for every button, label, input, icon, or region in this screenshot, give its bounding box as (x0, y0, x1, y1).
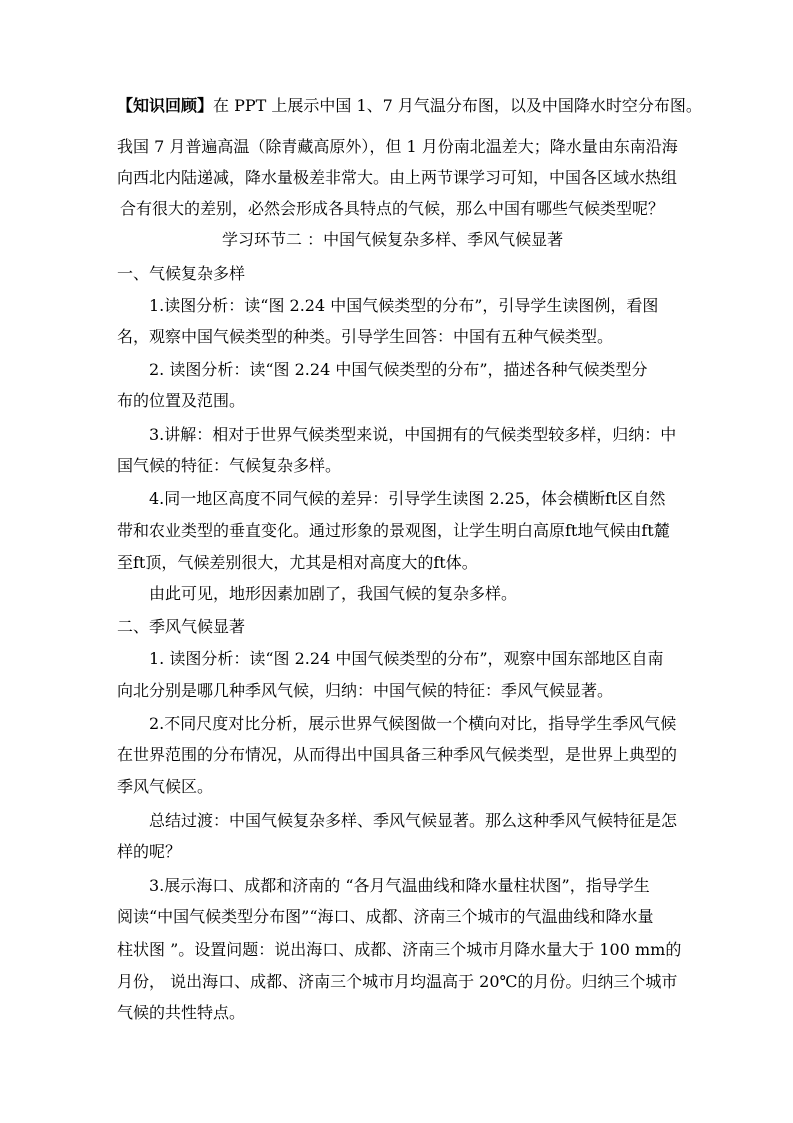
part2-line-7: 样的呢？ (117, 842, 182, 861)
part1-heading: 一、气候复杂多样 (117, 264, 246, 283)
part2-heading: 二、季风气候显著 (117, 617, 246, 636)
part1-line-4: 布的位置及范围。 (117, 391, 246, 410)
intro-line-4: 合有很大的差别，必然会形成各具特点的气候，那么中国有哪些气候类型呢？ (120, 199, 665, 218)
intro-line-1-text: 在 PPT 上展示中国 1、7 月气温分布图，以及中国降水时空分布图。 (213, 96, 702, 115)
intro-line-2: 我国 7 月普遍高温（除青藏高原外），但 1 月份南北温差大；降水量由东南沿海 (117, 137, 678, 156)
part2-line-2: 向北分别是哪几种季风气候，归纳：中国气候的特征：季风气候显著。 (117, 681, 614, 700)
part1-line-10: 由此可见，地形因素加剧了，我国气候的复杂多样。 (149, 584, 518, 603)
intro-line-1 (117, 96, 702, 116)
part1-line-2: 名，观察中国气候类型的种类。引导学生回答：中国有五种气候类型。 (117, 327, 614, 346)
intro-label: 【知识回顾】 (117, 96, 214, 115)
part1-line-7: 4.同一地区高度不同气候的差异：引导学生读图 2.25，体会横断ft区自然 (149, 489, 666, 508)
part2-line-11: 月份， 说出海口、成都、济南三个城市月均温高于 20℃的月份。归纳三个城市 (117, 972, 678, 991)
part2-line-9: 阅读“中国气候类型分布图”“海口、成都、济南三个城市的气温曲线和降水量 (117, 907, 654, 926)
part1-line-1: 1.读图分析：读“图 2.24 中国气候类型的分布”，引导学生读图例，看图 (149, 296, 659, 315)
part2-line-6: 总结过渡：中国气候复杂多样、季风气候显著。那么这种季风气候特征是怎 (149, 811, 678, 830)
part2-line-5: 季风气候区。 (117, 777, 214, 796)
part1-line-9: 至ft顶，气候差别很大，尤其是相对高度大的ft体。 (117, 553, 478, 572)
part1-line-3: 2. 读图分析：读“图 2.24 中国气候类型的分布”，描述各种气候类型分 (149, 360, 648, 379)
part2-line-12: 气候的共性特点。 (117, 1003, 246, 1022)
intro-line-3: 向西北内陆递减，降水量极差非常大。由上两节课学习可知，中国各区域水热组 (117, 168, 678, 187)
part1-line-6: 国气候的特征：气候复杂多样。 (117, 456, 342, 475)
section-title: 学习环节二 ：中国气候复杂多样、季风气候显著 (222, 230, 564, 249)
part1-line-5: 3.讲解：相对于世界气候类型来说，中国拥有的气候类型较多样，归纳：中 (149, 425, 677, 444)
part2-line-1: 1. 读图分析：读“图 2.24 中国气候类型的分布”，观察中国东部地区自南 (149, 649, 664, 668)
part2-line-8: 3.展示海口、成都和济南的 “各月气温曲线和降水量柱状图”，指导学生 (149, 876, 650, 895)
part2-line-3: 2.不同尺度对比分析，展示世界气候图做一个横向对比，指导学生季风气候 (149, 714, 677, 733)
part2-line-4: 在世界范围的分布情况，从而得出中国具备三种季风气候类型，是世界上典型的 (117, 745, 678, 764)
part2-line-10: 柱状图 ”。设置问题：说出海口、成都、济南三个城市月降水量大于 100 mm的 (117, 940, 682, 959)
part1-line-8: 带和农业类型的垂直变化。通过形象的景观图，让学生明白高原ft地气候由ft麓 (117, 521, 670, 540)
